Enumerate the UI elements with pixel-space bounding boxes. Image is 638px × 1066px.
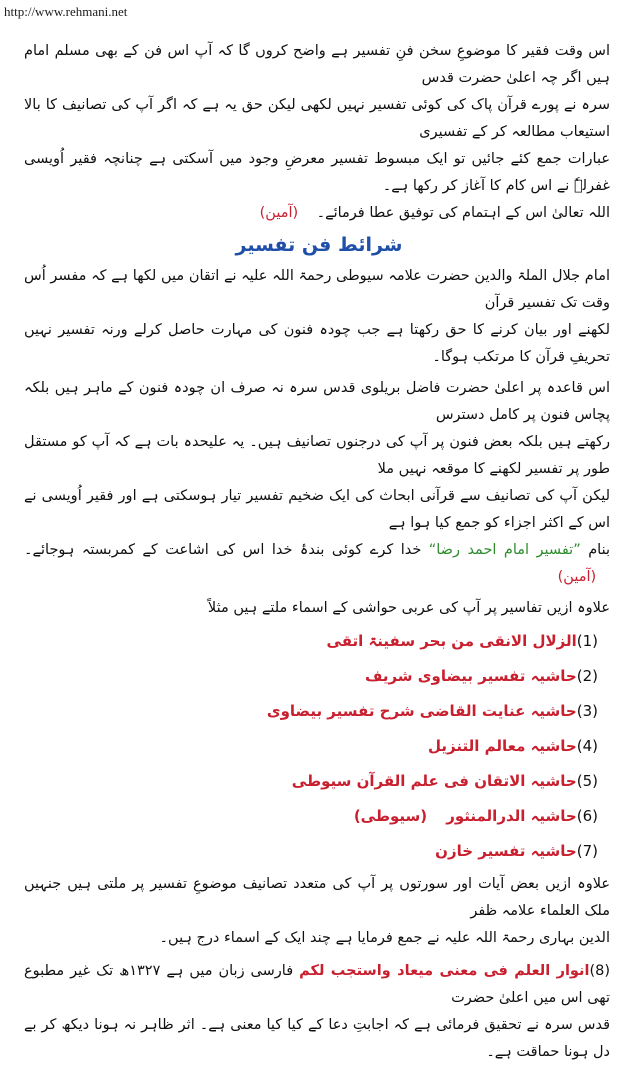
item-title: حاشیہ الاتقان فی علم القرآن سیوطی	[291, 772, 577, 790]
text-line	[24, 958, 610, 1012]
list-item	[24, 729, 598, 764]
text-line: عبارات جمع کئے جائیں تو ایک مبسوط تفسیر معرضِ وجود میں آسکتی ہے چنانچہ فقیر اُویسی غفرلہٗ نے اس کام کا آغاز کر رکھا ہے۔	[24, 151, 610, 194]
item-number: (7)	[576, 842, 598, 860]
document-body	[0, 38, 638, 1066]
item-note: (سیوطی)	[353, 807, 428, 825]
text-line: علاوہ ازیں تفاسیر پر آپ کی عربی حواشی کے اسماء ملتے ہیں مثلاً	[207, 600, 610, 616]
text-line: اس قاعدہ پر اعلیٰ حضرت فاضل بریلوی قدس سرہ نہ صرف ان چودہ فنون کے ماہر ہیں بلکہ پچاس فنون پر کامل دسترس	[24, 380, 610, 423]
item-title: حاشیہ تفسیر خازن	[435, 842, 577, 860]
text-line: سرہ نے پورے قرآن پاک کی کوئی تفسیر نہیں لکھی لیکن حق یہ ہے کہ اگر آپ کی تصانیف کا بالا استیعاب مطالعہ کر کے تفسیری	[24, 97, 610, 140]
source-url[interactable]: http://www.rehmani.net	[4, 4, 128, 19]
section3-paragraph	[24, 871, 610, 952]
text-line	[24, 537, 610, 591]
list-item	[24, 764, 598, 799]
item-number: (1)	[576, 632, 598, 650]
text-span: اللہ تعالیٰ اس کے اہتمام کی توفیق عطا فرمائے۔	[316, 205, 610, 221]
text-line	[24, 200, 610, 227]
list-intro	[24, 595, 610, 622]
text-span: خدا کرے کوئی بندۂ خدا اس کی اشاعت کے کمربستہ ہوجائے۔	[24, 542, 422, 558]
commentary-list	[24, 624, 598, 869]
item-number: (5)	[576, 772, 598, 790]
list-item	[24, 834, 598, 869]
book-name: ”تفسیر امام احمد رضا“	[428, 542, 581, 558]
item-title: حاشیہ عنایت القاضی شرح تفسیر بیضاوی	[266, 702, 577, 720]
text-line: الدین بہاری رحمۃ اللہ علیہ نے جمع فرمایا ہے چند ایک کے اسماء درج ہیں۔	[159, 930, 610, 946]
text-line: اس وقت فقیر کا موضوعِ سخن فنِ تفسیر ہے واضح کروں گا کہ آپ اس فن کے بھی مسلم امام ہیں اگر چہ اعلیٰ حضرت قدس	[24, 43, 610, 86]
list-item	[24, 799, 598, 834]
text-span: بنام	[588, 542, 610, 558]
text-span: فارسی زبان میں ہے ۱۳۲۷ھ تک غیر مطبوع تھی اس میں اعلیٰ حضرت	[24, 963, 610, 1006]
item-title: حاشیہ الدرالمنثور	[446, 807, 577, 825]
ameen-label: (آمین)	[259, 205, 299, 221]
item-title: الزلال الانقی من بحر سفینۃ اتقی	[326, 632, 577, 650]
section-heading: شرائط فن تفسیر	[235, 234, 403, 256]
item-number: (4)	[576, 737, 598, 755]
item-number: (6)	[576, 807, 598, 825]
ameen-label: (آمین)	[557, 569, 597, 585]
text-line: امام جلال الملۃ والدین حضرت علامہ سیوطی رحمۃ اللہ علیہ نے اتقان میں لکھا ہے کہ مفسر اُس وقت تک تفسیر قرآن	[24, 268, 610, 311]
item-number: (2)	[576, 667, 598, 685]
list-item	[24, 624, 598, 659]
item-title: حاشیہ معالم التنزیل	[428, 737, 577, 755]
item-title: انوار العلم فی معنی میعاد واستجب لکم	[299, 963, 590, 979]
item-number: (3)	[576, 702, 598, 720]
section2-paragraph	[24, 375, 610, 591]
section1-paragraph	[24, 263, 610, 371]
intro-paragraph	[24, 38, 610, 227]
list-item	[24, 694, 598, 729]
item-number: (8)	[589, 963, 611, 979]
list-item	[24, 659, 598, 694]
text-line: لکھنے اور بیان کرنے کا حق رکھتا ہے جب چودہ فنون کی مہارت حاصل کرلے ورنہ تفسیر نہیں تحریفِ قرآن کا مرتکب ہوگا۔	[24, 322, 610, 365]
item-title: حاشیہ تفسیر بیضاوی شریف	[364, 667, 577, 685]
text-line: رکھتے ہیں بلکہ بعض فنون پر آپ کی درجنوں تصانیف ہیں۔ یہ علیحدہ بات ہے کہ آپ کو مستقل طور پر تفسیر لکھنے کا موقعہ نہیں ملا	[24, 434, 610, 477]
item8-paragraph	[24, 958, 610, 1066]
text-line: علاوہ ازیں بعض آیات اور سورتوں پر آپ کی متعدد تصانیف موضوعِ تفسیر پر ملتی ہیں جنہیں ملک العلماء علامہ ظفر	[24, 876, 610, 919]
text-line: لیکن آپ کی تصانیف سے قرآنی ابحاث کی ایک ضخیم تفسیر تیار ہوسکتی ہے اور فقیر اُویسی نے اس کے اکثر اجزاء کو جمع کیا ہوا ہے	[24, 488, 610, 531]
text-line: قدس سرہ نے تحقیق فرمائی ہے کہ اجابتِ دعا کے کیا کیا معنی ہے۔ اثر ظاہر نہ ہونا دیکھ کر بے دل ہونا حماقت ہے۔	[24, 1017, 610, 1060]
